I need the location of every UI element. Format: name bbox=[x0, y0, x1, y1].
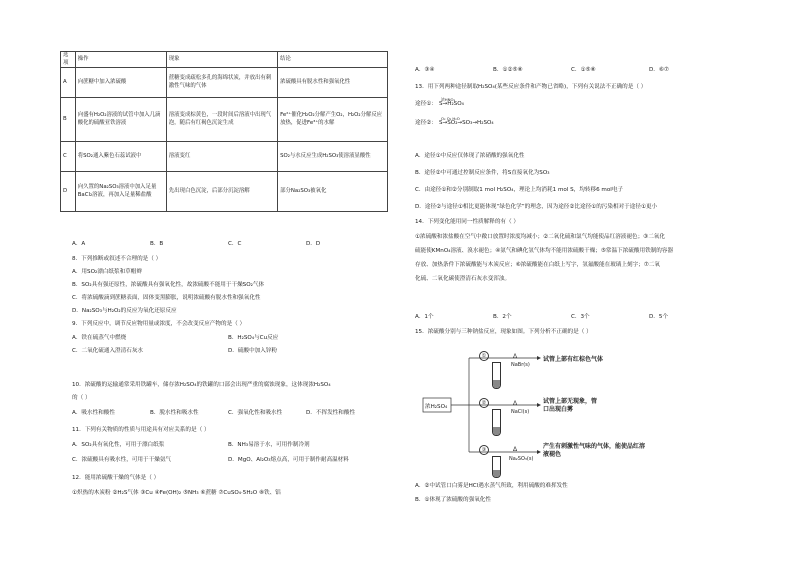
table-cell: A bbox=[61, 68, 76, 98]
q11-option-d[interactable]: D．MgO、Al₂O₃熔点高，可用于制作耐高温材料 bbox=[228, 457, 349, 463]
q13-route1-arrow-reagent: 浓HNO₃ bbox=[441, 97, 456, 102]
tube-result: 产生有刺激性气味的气体，能使品红溶液褪色 bbox=[543, 443, 646, 458]
experiment-table bbox=[60, 51, 388, 212]
q9-option-a[interactable]: A．铁在硫蒸气中燃烧 bbox=[72, 335, 127, 341]
table-header: 结论 bbox=[278, 52, 388, 68]
test-tube bbox=[492, 362, 501, 389]
q10-stem-continued: 的（ ） bbox=[72, 395, 91, 401]
q14-line: 化硫、二氧化碳使澄清石灰水变浑浊。 bbox=[415, 276, 511, 282]
salt-label: Na₂SO₃(s) bbox=[509, 456, 534, 462]
q14-line: 硫能使KMnO₄溶液、溴水褪色；④氨气和碘化氢气体均不能用浓硫酸干燥；⑤常温下浓硫酸用铁制的容器 bbox=[415, 248, 674, 254]
tube-result: 试管上部有红棕色气体 bbox=[543, 356, 604, 363]
salt-label: NaCl(s) bbox=[511, 409, 530, 415]
test-tube bbox=[492, 409, 501, 436]
q13-option-d[interactable]: D．途径②与途径①相比更能体现“绿色化学”的理念，因为途径②比途径①的污染相对于途径①更小 bbox=[415, 204, 658, 210]
q14-option-a[interactable]: A．1个 bbox=[415, 314, 434, 320]
q13-route2-arrow-reagents: O₂ O₂ H₂O bbox=[441, 116, 460, 121]
q10-option-b[interactable]: B．脱水性和吸水性 bbox=[150, 410, 199, 416]
table-cell: D bbox=[61, 172, 76, 212]
q13-option-b[interactable]: B．途径②中可通过控制反应条件，将S直接氧化为SO₃ bbox=[415, 170, 550, 176]
q15-option-b[interactable]: B．①体现了浓硫酸的强氧化性 bbox=[415, 497, 491, 503]
test-tube bbox=[492, 456, 501, 478]
table-cell: 向久置的Na₂SO₃溶液中加入足量BaCl₂溶液，再加入足量稀盐酸 bbox=[75, 172, 166, 212]
q10-option-c[interactable]: C．强氧化性和吸水性 bbox=[228, 410, 283, 416]
q11-option-b[interactable]: B．NH₃易溶于水，可用作制冷剂 bbox=[228, 442, 310, 448]
q10-stem: 10．浓硫酸的运输通常采用铁罐车，储存浓H₂SO₄的铁罐的口部会出现严重的腐蚀现象，这体现浓H₂SO₄ bbox=[72, 382, 331, 388]
heat-symbol: Δ bbox=[513, 446, 518, 453]
table-cell: 向蔗糖中加入浓硫酸 bbox=[75, 68, 166, 98]
table-header-row bbox=[61, 52, 388, 68]
q9-option-c[interactable]: C．二氧化硫通入澄清石灰水 bbox=[72, 348, 144, 354]
table-cell: 溶液变成棕黄色，一段时间后溶液中出现气泡，随后有红褐色沉淀生成 bbox=[166, 98, 277, 142]
q14-stem: 14．下列变化能用同一性质解释的有（ ） bbox=[415, 219, 519, 225]
q15-stem: 15．浓硫酸分别与三种钠盐反应，现象如图。下列分析不正确的是（ ） bbox=[415, 329, 592, 335]
q7-option-b[interactable]: B．B bbox=[150, 241, 164, 247]
reagent-label: 浓H₂SO₄ bbox=[425, 404, 448, 410]
q9-option-b[interactable]: B．H₂SO₄与Cu反应 bbox=[228, 335, 279, 341]
table-row bbox=[61, 98, 388, 142]
heat-symbol: Δ bbox=[513, 400, 518, 407]
q15-option-a[interactable]: A．②中试管口白雾是HCl遇水蒸气所致，利用硫酸的难挥发性 bbox=[415, 483, 568, 489]
q8-option-d[interactable]: D．Na₂SO₃与H₂O₂的反应为氧化还原反应 bbox=[72, 308, 177, 314]
q12-option-c[interactable]: C．①⑤⑧ bbox=[571, 67, 596, 73]
q12-stem: 12．能用浓硫酸干燥的气体是（ ） bbox=[72, 475, 160, 481]
table-cell: C bbox=[61, 142, 76, 172]
q10-option-a[interactable]: A．吸水性和酸性 bbox=[72, 410, 115, 416]
q12-option-b[interactable]: B．①②⑤⑧ bbox=[493, 67, 523, 73]
table-cell: 蔗糖变成疏松多孔的海绵状炭，并放出有刺激性气味的气体 bbox=[166, 68, 277, 98]
table-row bbox=[61, 172, 388, 212]
table-cell: 向盛有H₂O₂溶液的试管中加入几滴酸化的硫酸亚铁溶液 bbox=[75, 98, 166, 142]
heat-symbol: Δ bbox=[513, 353, 518, 360]
reaction-diagram bbox=[415, 348, 655, 478]
q8-option-c[interactable]: C．将浓硫酸滴到蔗糖表面，固体变黑膨胀，说明浓硫酸有脱水性和强氧化性 bbox=[72, 295, 261, 301]
table-cell: 先出现白色沉淀，后部分沉淀溶解 bbox=[166, 172, 277, 212]
q13-route1: S→H₂SO₄ bbox=[439, 101, 464, 107]
q9-option-d[interactable]: D．硫酸中加入锌粉 bbox=[228, 348, 278, 354]
table-cell: 部分Na₂SO₃被氧化 bbox=[278, 172, 388, 212]
tube-result: 试管上部无现象，管口出现白雾 bbox=[543, 398, 598, 413]
table-cell: SO₂与水反应生成H₂SO₃使溶液显酸性 bbox=[278, 142, 388, 172]
q13-route2-label: 途径②： bbox=[415, 120, 437, 126]
table-row bbox=[61, 68, 388, 98]
q9-stem: 9．下列反应中，调节反应物用量或浓度，不会改变反应产物的是（ ） bbox=[72, 321, 246, 327]
tube-number: ② bbox=[479, 398, 489, 408]
q14-option-b[interactable]: B．2个 bbox=[493, 314, 512, 320]
q13-option-c[interactable]: C．由途径①和②分别制取1 mol H₂SO₄，理论上均消耗1 mol S，均转移6 mol电子 bbox=[415, 187, 624, 193]
tube-number: ③ bbox=[479, 445, 489, 455]
table-cell: 将SO₂通入紫色石蕊试液中 bbox=[75, 142, 166, 172]
q11-option-c[interactable]: C．浓硫酸具有吸水性，可用于干燥氨气 bbox=[72, 457, 172, 463]
q13-route1-label: 途径①： bbox=[415, 101, 437, 107]
q12-items: ①炽热的木炭粉 ②H₂S气体 ③Cu ④Fe(OH)₂ ⑤NH₃ ⑥蔗糖 ⑦CuSO₄·5H₂O ⑧铁、铝 bbox=[72, 490, 281, 496]
q11-option-a[interactable]: A．SO₂具有氧化性，可用于漂白纸浆 bbox=[72, 442, 165, 448]
table-cell: Fe²⁺催化H₂O₂分解产生O₂，H₂O₂分解反应放热，促进Fe³⁺的水解 bbox=[278, 98, 388, 142]
q8-stem: 8．下列推断或叙述不合理的是（ ） bbox=[72, 256, 162, 262]
q13-stem: 13．用下列两种途径制取H₂SO₄(某些反应条件和产物已省略)，下列有关说法不正确的是（ ） bbox=[415, 84, 647, 90]
q7-option-a[interactable]: A．A bbox=[72, 241, 86, 247]
q11-stem: 11．下列有关物质的性质与用途具有对应关系的是（ ） bbox=[72, 427, 210, 433]
q12-option-d[interactable]: D．⑥⑦ bbox=[649, 67, 669, 73]
q10-option-d[interactable]: D．不挥发性和酸性 bbox=[306, 410, 356, 416]
q13-route2: S→SO₂→SO₃→H₂SO₄ bbox=[439, 120, 494, 126]
table-header: 操作 bbox=[75, 52, 166, 68]
table-cell: 溶液变红 bbox=[166, 142, 277, 172]
q14-line: ①浓硫酸和浓盐酸在空气中敞口放置时浓度均减小；②二氧化硫和氯气均能使品红溶液褪色；③二氧化 bbox=[415, 234, 665, 240]
q13-option-a[interactable]: A．途径①中反应仅体现了浓硝酸的强氧化性 bbox=[415, 153, 525, 159]
q14-option-c[interactable]: C．3个 bbox=[571, 314, 590, 320]
table-header: 现象 bbox=[166, 52, 277, 68]
q8-option-a[interactable]: A．用SO₂漂白纸浆和草帽辫 bbox=[72, 269, 142, 275]
q14-line: 存放、加热条件下浓硫酸能与木炭反应；⑥浓硫酸能在白纸上写字，氢氟酸能在玻璃上刻字；⑦二氧 bbox=[415, 262, 660, 268]
salt-label: NaBr(s) bbox=[511, 362, 530, 368]
q12-option-a[interactable]: A．③④ bbox=[415, 67, 435, 73]
table-cell: B bbox=[61, 98, 76, 142]
table-header: 选项 bbox=[61, 52, 76, 68]
q7-option-d[interactable]: D．D bbox=[306, 241, 321, 247]
table-cell: 浓硫酸具有脱水性和强氧化性 bbox=[278, 68, 388, 98]
q14-option-d[interactable]: D．5个 bbox=[649, 314, 669, 320]
q8-option-b[interactable]: B．SO₂具有强还原性，浓硫酸具有强氧化性，故浓硫酸不能用于干燥SO₂气体 bbox=[72, 282, 265, 288]
tube-number: ① bbox=[479, 351, 489, 361]
table-row bbox=[61, 142, 388, 172]
q7-option-c[interactable]: C．C bbox=[228, 241, 242, 247]
